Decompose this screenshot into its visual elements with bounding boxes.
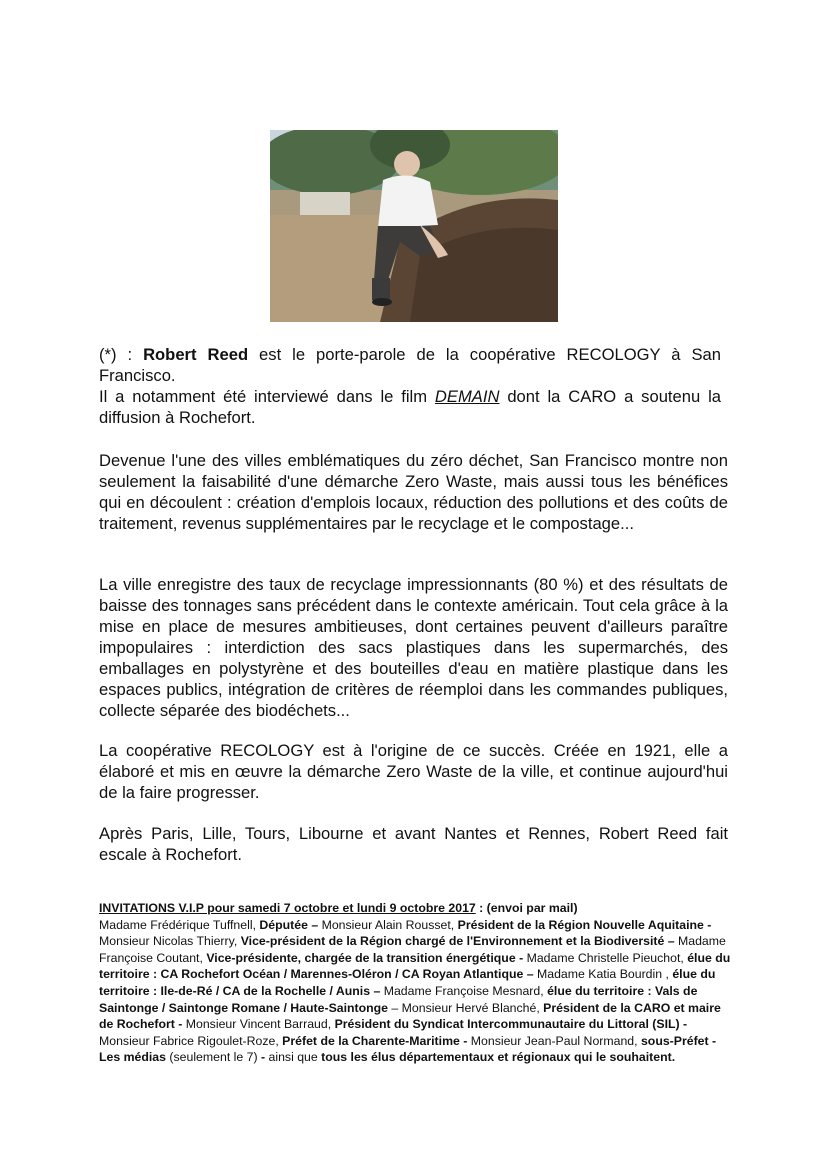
paragraph-recycling-rates: La ville enregistre des taux de recyclage impressionnants (80 %) et des résultats de baisse des tonnages sans précédent dans le contexte américain. Tout cela grâce à la mise en place de mesures ambitieuses, dont certaines peuvent d'ailleurs paraître impopulaires : interdiction des sacs plastiques dans les supermarchés, des emballages en polystyrène et des bouteilles d'eau en matière plastique dans les espaces publics, intégration de critères de réemploi dans les commandes publiques, collecte séparée des biodéchets... — [99, 575, 728, 720]
invitee-title: Vice-présidente, chargée de la transition énergétique - — [206, 950, 527, 965]
intro-prefix: (*) : — [99, 345, 144, 364]
invitee-name: Madame Françoise Mesnard, — [383, 983, 548, 998]
invitee-name: Madame Françoise Coutant, — [99, 934, 726, 965]
invitee-name: (seulement le 7) — [169, 1050, 261, 1065]
invitations-title-suffix: : (envoi par mail) — [475, 901, 578, 915]
paragraph-recology: La coopérative RECOLOGY est à l'origine de ce succès. Créée en 1921, elle a élaboré et mis en œuvre la démarche Zero Waste de la ville, et continue aujourd'hui de la faire progresser. — [99, 741, 728, 802]
invitee-name: Monsieur Nicolas Thierry, — [99, 934, 241, 949]
invitations-title: INVITATIONS V.I.P pour samedi 7 octobre et lundi 9 octobre 2017 — [99, 901, 476, 915]
invitee-name: Madame Frédérique Tuffnell, — [99, 917, 260, 932]
invitee-name: Madame Katia Bourdin , — [536, 967, 673, 982]
invitee-title: Président du Syndicat Intercommunautaire du Littoral (SIL) - — [334, 1017, 688, 1032]
invitee-title: Vice-président de la Région chargé de l'Environnement et la Biodiversité – — [240, 934, 679, 949]
invitations-block — [99, 900, 731, 1066]
invitee-title: sous-Préfet - Les médias — [99, 1033, 717, 1065]
intro-line2-a: Il a notamment été interviewé dans le film — [99, 387, 435, 406]
invitee-title: Président de la CARO et maire de Rochefort - — [99, 1000, 721, 1032]
portrait-photo — [270, 130, 558, 322]
intro-paragraph — [99, 344, 721, 428]
invitee-name: Madame Christelle Pieuchot, — [526, 950, 688, 965]
intro-line2-b: dont la CARO a soutenu la diffusion à Rochefort. — [99, 387, 721, 427]
invitee-name: Monsieur Alain Rousset, — [321, 917, 458, 932]
intro-line1: est le porte-parole de la coopérative RECOLOGY à San Francisco. — [99, 345, 721, 385]
invitee-name: Monsieur Fabrice Rigoulet-Roze, — [99, 1033, 283, 1048]
person-name: Robert Reed — [143, 345, 249, 364]
paragraph-tour: Après Paris, Lille, Tours, Libourne et avant Nantes et Rennes, Robert Reed fait escale à Rochefort. — [99, 824, 728, 864]
invitee-title: - — [261, 1050, 269, 1065]
paragraph-san-francisco: Devenue l'une des villes emblématiques du zéro déchet, San Francisco montre non seulement la faisabilité d'une démarche Zero Waste, mais aussi tous les bénéfices qui en découlent : création d'emplois locaux, réduction des pollutions et des coûts de traitement, revenus supplémentaires par le recyclage et le compostage... — [99, 451, 728, 533]
invitee-title: Préfet de la Charente-Maritime - — [282, 1033, 471, 1048]
invitee-title: élue du territoire : Vals de Saintonge / Saintonge Romane / Haute-Saintonge — [99, 983, 698, 1015]
invitee-title: élue du territoire : CA Rochefort Océan / Marennes-Oléron / CA Royan Atlantique – — [99, 950, 731, 982]
invitee-title: tous les élus départementaux et régionaux qui le souhaitent. — [321, 1050, 676, 1065]
invitee-name: Monsieur Vincent Barraud, — [185, 1017, 335, 1032]
invitee-title: Président de la Région Nouvelle Aquitaine - — [457, 917, 712, 932]
film-title: DEMAIN — [434, 387, 500, 406]
invitee-name: ainsi que — [268, 1050, 322, 1065]
invitee-title: élue du territoire : Ile-de-Ré / CA de la Rochelle / Aunis – — [99, 967, 716, 998]
invitee-name: – Monsieur Hervé Blanché, — [391, 1000, 544, 1015]
invitee-name: Monsieur Jean-Paul Normand, — [470, 1033, 641, 1048]
photo-illustration — [270, 130, 558, 322]
invitations-list — [99, 918, 730, 1065]
invitee-title: Députée – — [259, 917, 322, 932]
